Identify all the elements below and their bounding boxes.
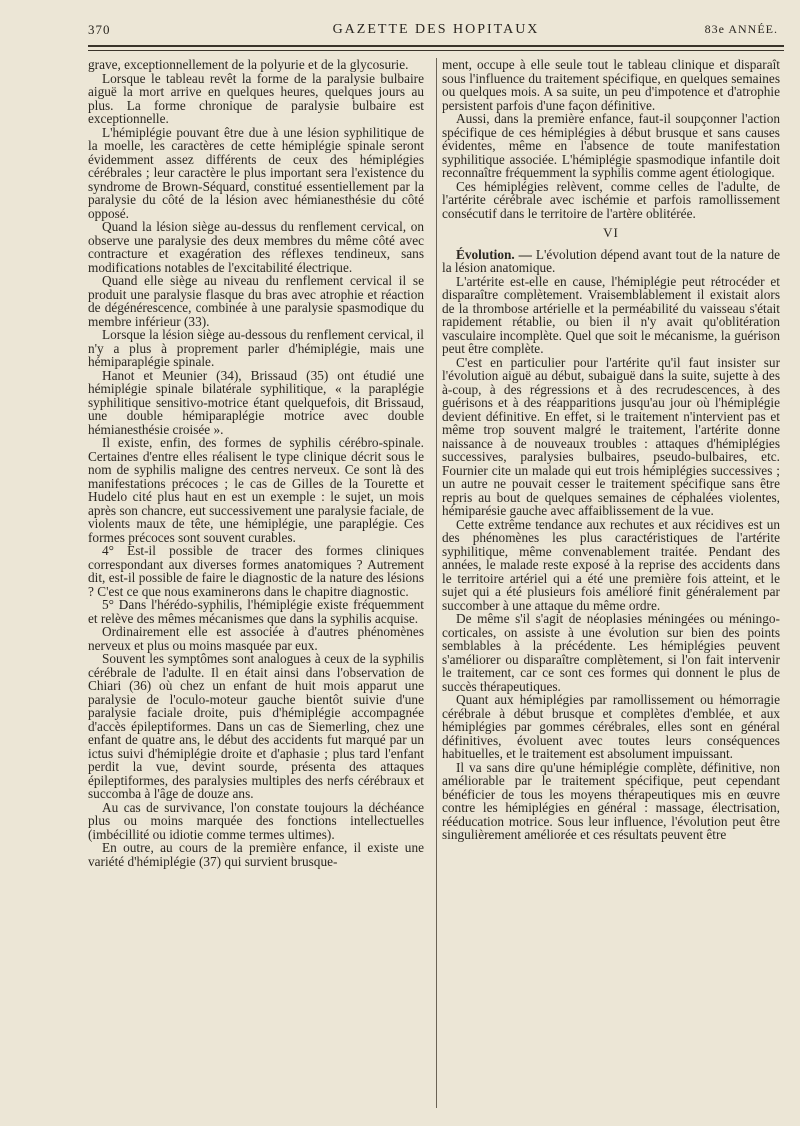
- volume-year: 83e ANNÉE.: [704, 22, 778, 36]
- paragraph: Quand la lésion siège au-dessus du renflement cervical, on observe une paralysie des deux membres du même côté avec contracture et exagération des réflexes tendineux, sans modifications notables de l'excitabilité électrique.: [88, 219, 424, 275]
- paragraph: Aussi, dans la première enfance, faut-il soupçonner l'action spécifique de ces hémiplégies à début brusque et sans causes évidentes, même en l'absence de toute manifestation syphilitique associée. L'hémiplégie spasmodique infantile doit reconnaître fréquemment la syphilis comme agent étiologique.: [442, 111, 780, 180]
- paragraph: Ordinairement elle est associée à d'autres phénomènes nerveux et plus ou moins masquée par eux.: [88, 624, 424, 653]
- paragraph: Ces hémiplégies relèvent, comme celles de l'adulte, de l'artérite cérébrale avec ischémie et parfois ramollissement consécutif dans le territoire de l'artère oblitérée.: [442, 178, 780, 221]
- paragraph: grave, exceptionnellement de la polyurie et de la glycosurie.: [88, 58, 409, 72]
- paragraph: Il existe, enfin, des formes de syphilis cérébro-spinale. Certaines d'entre elles réalisent le type clinique décrit sous le nom de syphilis maligne des centres nerveux. Ce sont là des manifestations précoces ; le cas de Gilles de la Tourette et Hudelo cité plus haut en est un exemple : le sujet, un mois après son chancre, eut successivement une paralysie faciale, de violents maux de tête, une hémiplégie, une paraplégie. Ces formes précoces sont souvent curables.: [88, 435, 424, 545]
- left-column: [88, 58, 424, 1108]
- paragraph: 5° Dans l'hérédo-syphilis, l'hémiplégie existe fréquemment et relève des mêmes mécanismes que dans la syphilis acquise.: [88, 597, 424, 626]
- paragraph: Quand elle siège au niveau du renflement cervical il se produit une paralysie flasque du bras avec atrophie et réaction de dégénérescence, combinée à une paralysie spasmodique du membre inférieur (33).: [88, 273, 424, 329]
- paragraph: Hanot et Meunier (34), Brissaud (35) ont étudié une hémiplégie spinale bilatérale syphilitique, « la paraplégie syphilitique sensitivo-motrice étant quelquefois, dit Brissaud, une double hémiparaplégie motrice avec double hémianesthésie croisée ».: [88, 367, 424, 437]
- paragraph: Souvent les symptômes sont analogues à ceux de la syphilis cérébrale de l'adulte. Il en était ainsi dans l'observation de Chiari (36) où chez un enfant de huit mois apparut une paralysie de l'oculo-moteur gauche bientôt suivie d'une paralysie faciale droite, puis d'hémiplégie accompagnée d'accès épileptiformes. Dans un cas de Siemerling, chez une enfant de quatre ans, le début des accidents fut marqué par un ictus suivi d'hémiplégie droite et d'aphasie ; plus tard l'enfant perdit la vue, devint sourde, présenta des attaques épileptiformes, des paralysies multiples des nerfs cérébraux et succomba à l'âge de douze ans.: [88, 651, 424, 801]
- paragraph: L'artérite est-elle en cause, l'hémiplégie peut rétrocéder et disparaître complètement. Vraisemblablement il existait alors de la thrombose artérielle et la perméabilité du vaisseau s'était rapidement rétablie, ou bien il n'y avait qu'oblitération vasculaire incomplète. Quel que soit le mécanisme, la guérison peut être complète.: [442, 273, 780, 356]
- right-column: [442, 58, 780, 1108]
- evolution-text: L'évolution dépend avant tout de la nature de la lésion anatomique.: [442, 246, 780, 275]
- paragraph: Lorsque la lésion siège au-dessous du renflement cervical, il n'y a plus à proprement parler d'hémiplégie, mais une hémiparaplégie spinale.: [88, 327, 424, 369]
- paragraph: Cette extrême tendance aux rechutes et aux récidives est un des phénomènes les plus caractéristiques de l'artérite syphilitique, même convenablement traitée. Pendant des années, le malade reste exposé à la reprise des accidents dans le territoire artériel qui a été une première fois atteint, et le sujet qui a été plusieurs fois amélioré finit généralement par succomber à une attaque du même ordre.: [442, 516, 780, 613]
- paragraph: De même s'il s'agit de néoplasies méningées ou méningo-corticales, on assiste à une évolution sur bien des points semblables à la précédente. Les hémiplégies peuvent s'améliorer ou disparaître complètement, si l'on fait intervenir le traitement, car ce sont ces formes qui donnent le plus de succès thérapeutiques.: [442, 611, 780, 694]
- paragraph: Au cas de survivance, l'on constate toujours la déchéance plus ou moins marquée des fonctions intellectuelles (imbécillité ou idiotie comme termes ultimes).: [88, 799, 424, 842]
- page-number: 370: [88, 22, 111, 37]
- paragraph: 4° Est-il possible de tracer des formes cliniques correspondant aux diverses formes anatomiques ? Autrement dit, est-il possible de faire le diagnostic de la nature des lésions ? C'est ce que nous examinerons dans le chapitre diagnostic.: [88, 543, 424, 599]
- paragraph: Lorsque le tableau revêt la forme de la paralysie bulbaire aiguë la mort arrive en quelques heures, quelques jours au plus. La forme chronique de paralysie bulbaire est exceptionnelle.: [88, 70, 424, 126]
- paragraph: En outre, au cours de la première enfance, il existe une variété d'hémiplégie (37) qui survient brusque-: [88, 840, 424, 869]
- running-header: [88, 18, 784, 40]
- evolution-paragraph: [442, 248, 780, 275]
- paragraph: C'est en particulier pour l'artérite qu'il faut insister sur l'évolution aiguë au début, subaiguë dans la suite, sujette à des à-coup, à des régressions et à des recrudescences, à des guérisons et à des réapparitions jusqu'au jour où l'hémiplégie devient définitive. En effet, si le traitement n'intervient pas et même trop souvent malgré le traitement, l'artérite donne naissance à de nouveaux troubles : attaques d'hémiplégies successives, paralysies bulbaires, pseudo-bulbaires, etc. Fournier cite un malade qui eut trois hémiplégies successives ; un autre ne pouvait cesser le traitement spécifique sans être repris au bout de quelques semaines de céphalées violentes, hémiparésie gauche avec affaiblissement de la vue.: [442, 354, 780, 518]
- paragraph: Il va sans dire qu'une hémiplégie complète, définitive, non améliorable par le traitement spécifique, peut cependant bénéficier de tous les moyens thérapeutiques mis en œuvre contre les hémiplégies en général : massage, électrisation, rééducation motrice. Sous leur influence, l'évolution peut être singulièrement améliorée et ces résultats peuvent être: [442, 759, 780, 842]
- column-divider: [436, 58, 437, 1108]
- section-heading: VI: [603, 225, 619, 240]
- header-rule-thin: [88, 50, 784, 51]
- journal-title: GAZETTE DES HOPITAUX: [332, 22, 540, 37]
- paragraph: ment, occupe à elle seule tout le tableau clinique et disparaît sous l'influence du traitement spécifique, en quelques semaines ou quelques mois. A sa suite, un peu d'impotence et d'atrophie persistent parfois d'une façon définitive.: [442, 58, 780, 113]
- header-rule-thick: [88, 45, 784, 47]
- evolution-label: Évolution. —: [456, 246, 532, 262]
- paragraph: L'hémiplégie pouvant être due à une lésion syphilitique de la moelle, les caractères de cette hémiplégie spinale seront évidemment assez différents de ceux des hémiplégies cérébrales ; leur caractère le plus important sera l'existence du syndrome de Brown-Séquard, constitué essentiellement par la paralysie du côté de la lésion avec hémianesthésie du côté opposé.: [88, 124, 424, 221]
- paragraph: Quant aux hémiplégies par ramollissement ou hémorragie cérébrale à début brusque et complètes d'emblée, et aux hémiplégies par gommes cérébrales, elles sont en général définitives, évoluent avec toutes leurs conséquences habituelles, et le traitement est absolument impuissant.: [442, 692, 780, 761]
